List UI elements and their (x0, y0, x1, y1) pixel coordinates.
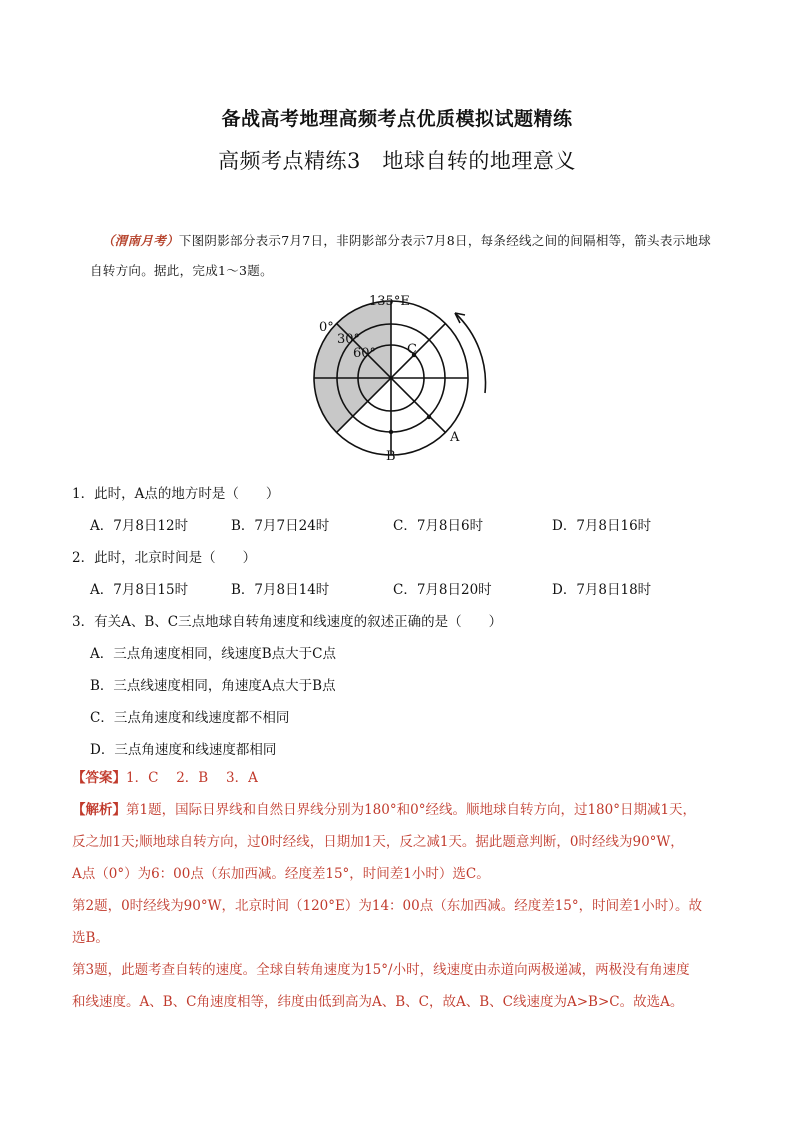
label-lat-60: 60° (353, 346, 377, 361)
label-point-a: A (450, 430, 460, 445)
q2-option-a: A．7月8日15时 (90, 582, 189, 598)
source-label: （渭南月考） (102, 233, 179, 248)
label-point-b: B (386, 449, 396, 464)
answer-tag: 【答案】 (72, 770, 126, 786)
page-title: 备战高考地理高频考点优质模拟试题精练 (221, 108, 573, 130)
q2-option-b: B．7月8日14时 (231, 582, 330, 598)
analysis-line-4: 第2题，0时经线为90°W，北京时间（120°E）为14：00点（东加西减。经度差15°，时间差1小时）。故 (72, 898, 702, 914)
label-lat-0: 0° (319, 320, 334, 335)
analysis-line-5: 选B。 (72, 930, 109, 946)
q3-option-d: D．三点角速度和线速度都相同 (90, 742, 277, 758)
q3-option-a: A．三点角速度相同，线速度B点大于C点 (90, 646, 336, 662)
analysis-line-7: 和线速度。A、B、C角速度相等，纬度由低到高为A、B、C，故A、B、C线速度为A>B>C。故选A。 (72, 994, 684, 1010)
label-135e: 135°E (369, 294, 410, 309)
question-3-stem: 3．有关A、B、C三点地球自转角速度和线速度的叙述正确的是（ ） (72, 614, 503, 630)
q1-option-b: B．7月7日24时 (231, 518, 330, 534)
polar-diagram (307, 293, 493, 465)
label-point-c: C (407, 342, 417, 357)
analysis-line-3: A点（0°）为6：00点（东加西减。经度差15°，时间差1小时）选C。 (72, 866, 490, 882)
q1-option-c: C．7月8日6时 (393, 518, 484, 534)
q1-option-a: A．7月8日12时 (90, 518, 189, 534)
question-2-stem: 2．此时，北京时间是（ ） (72, 550, 257, 566)
analysis-text-1: 第1题，国际日界线和自然日界线分别为180°和0°经线。顺地球自转方向，过180°日期减1天， (126, 802, 697, 818)
answer-line (72, 762, 730, 794)
q2-option-c: C．7月8日20时 (393, 582, 492, 598)
q3-option-c: C．三点角速度和线速度都不相同 (90, 710, 290, 726)
intro-text: 下图阴影部分表示7月7日，非阴影部分表示7月8日，每条经线之间的间隔相等，箭头表示地球自转方向。据此，完成1～3题。 (90, 233, 712, 278)
analysis-line-1 (72, 794, 730, 826)
q2-option-d: D．7月8日18时 (552, 582, 652, 598)
intro-paragraph (90, 226, 720, 286)
analysis-line-6: 第3题，此题考查自转的速度。全球自转角速度为15°/小时，线速度由赤道向两极递减，两极没有角速度 (72, 962, 690, 978)
question-1-stem: 1．此时，A点的地方时是（ ） (72, 486, 280, 502)
label-lat-30: 30° (337, 332, 361, 347)
point-b-dot (389, 430, 393, 434)
page-subtitle: 高频考点精练3 地球自转的地理意义 (218, 149, 576, 173)
q1-option-d: D．7月8日16时 (552, 518, 652, 534)
answer-text: 1．C 2．B 3．A (126, 770, 258, 786)
point-a-dot (427, 415, 431, 419)
rotation-arrow (455, 313, 486, 393)
analysis-line-2: 反之加1天;顺地球自转方向，过0时经线，日期加1天，反之减1天。据此题意判断，0时经线为90°W， (72, 834, 684, 850)
analysis-tag: 【解析】 (72, 802, 126, 818)
q3-option-b: B．三点线速度相同，角速度A点大于B点 (90, 678, 336, 694)
